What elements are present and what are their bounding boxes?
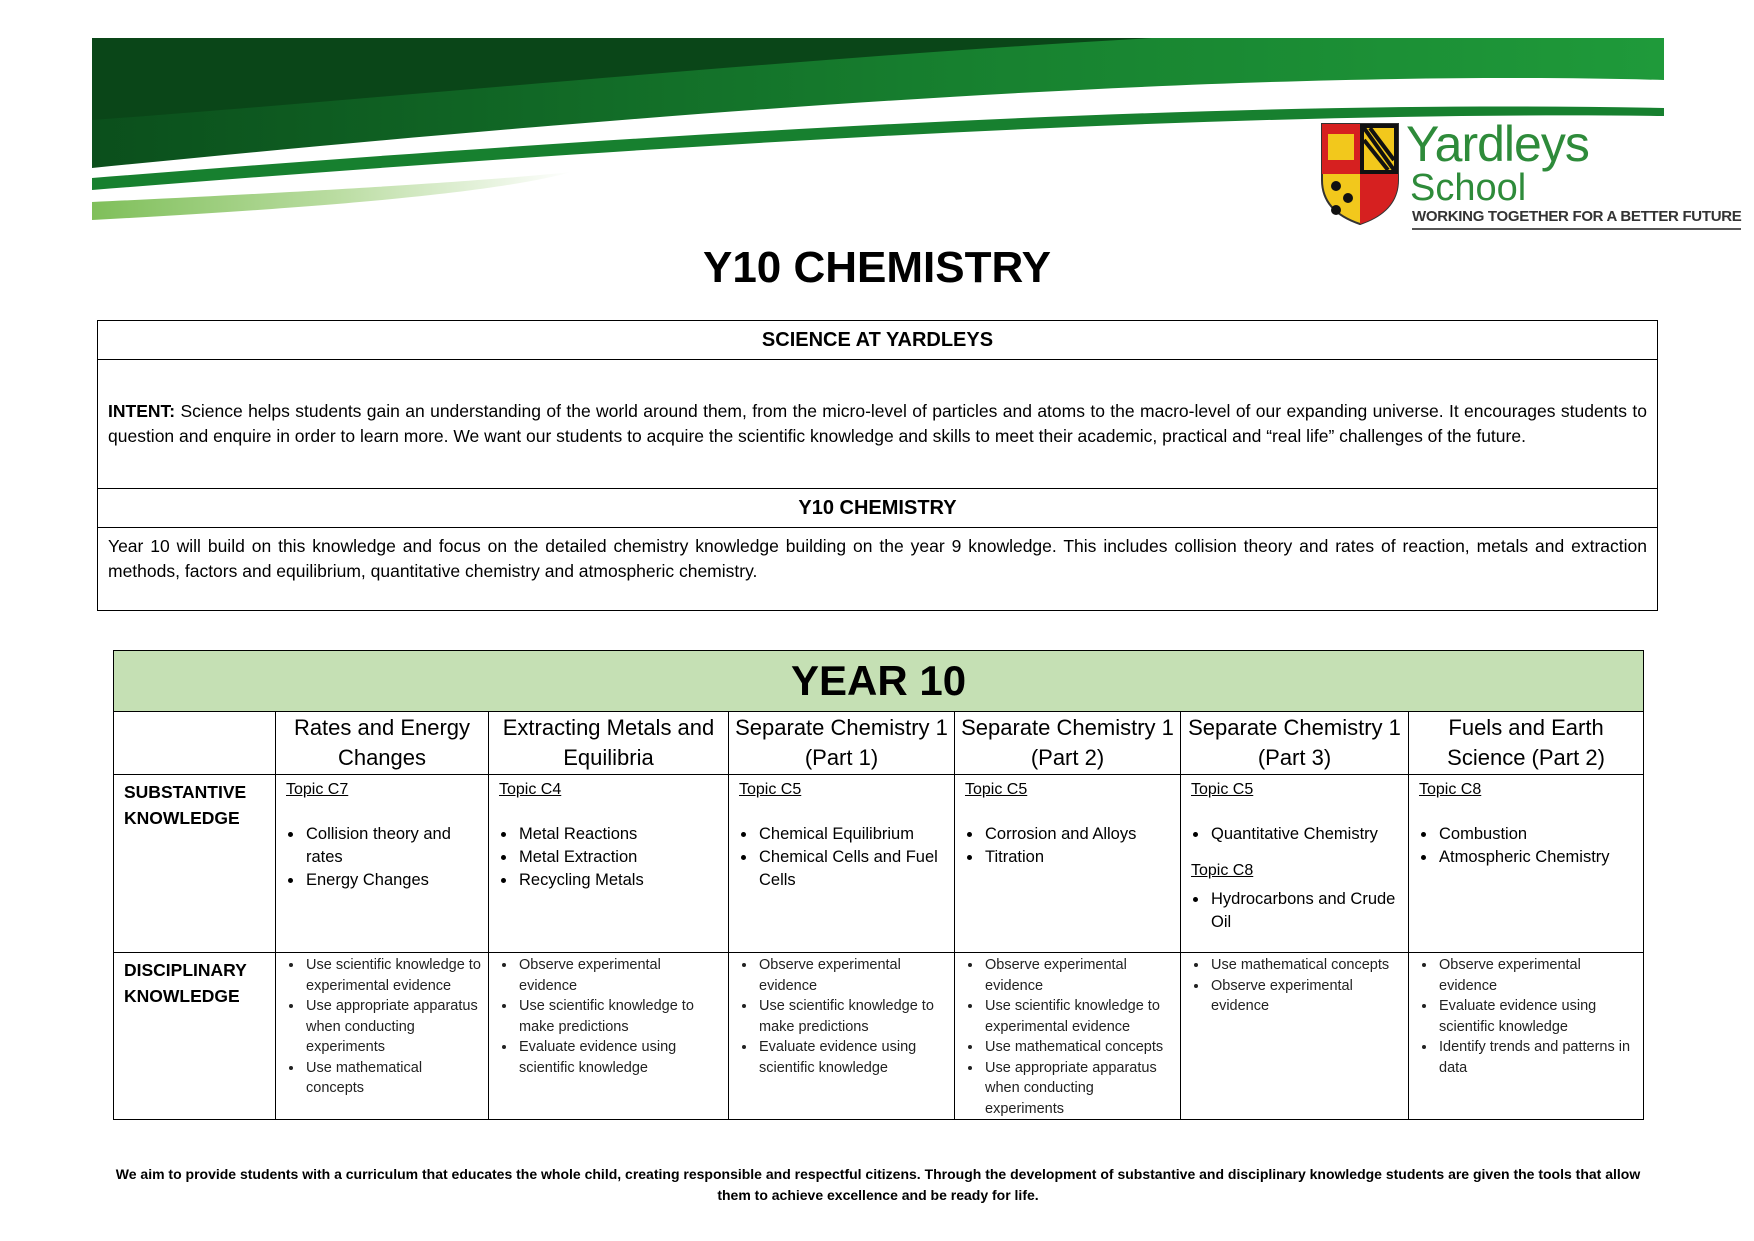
substantive-row — [114, 775, 1644, 953]
list-item: • Observe experimental evidence — [517, 955, 722, 996]
column-title: Separate Chemistry 1 (Part 2) — [955, 712, 1181, 775]
list-item: • Use scientific knowledge to experimental evidence — [983, 996, 1174, 1037]
substantive-cell — [1409, 775, 1644, 953]
list-item: • Use mathematical concepts — [983, 1037, 1174, 1058]
list-item: • Use scientific knowledge to make predictions — [757, 996, 948, 1037]
list-item: • Chemical Cells and Fuel Cells — [757, 846, 948, 892]
list-item: • Observe experimental evidence — [1209, 976, 1402, 1017]
list-item: • Energy Changes — [304, 869, 482, 892]
substantive-cell — [276, 775, 489, 953]
column-title: Rates and Energy Changes — [276, 712, 489, 775]
list-item: • Observe experimental evidence — [1437, 955, 1637, 996]
list-item: • Collision theory and rates — [304, 823, 482, 869]
page-title: Y10 CHEMISTRY — [702, 243, 1051, 292]
year-heading: YEAR 10 — [114, 651, 1644, 712]
list-item: • Titration — [983, 846, 1174, 869]
list-item: • Metal Extraction — [517, 846, 722, 869]
list-item: • Use mathematical concepts — [1209, 955, 1402, 976]
disciplinary-label: DISCIPLINARY KNOWLEDGE — [114, 953, 276, 1120]
disciplinary-cell — [1181, 953, 1409, 1120]
list-item: • Quantitative Chemistry — [1209, 823, 1402, 846]
list-item: • Evaluate evidence using scientific knowledge — [757, 1037, 948, 1078]
list-item: • Atmospheric Chemistry — [1437, 846, 1637, 869]
logo-tagline: WORKING TOGETHER FOR A BETTER FUTURE — [1412, 208, 1741, 230]
topic-label: Topic C5 — [965, 781, 1028, 798]
list-item: • Metal Reactions — [517, 823, 722, 846]
topic-label: Topic C8 — [1419, 781, 1482, 798]
disciplinary-cell — [955, 953, 1181, 1120]
topic-label: Topic C7 — [286, 781, 349, 798]
disciplinary-cell — [729, 953, 955, 1120]
list-item: • Evaluate evidence using scientific knowledge — [1437, 996, 1637, 1037]
list-item: • Observe experimental evidence — [757, 955, 948, 996]
footer-statement: We aim to provide students with a curriculum that educates the whole child, creating responsible and respectful citizens. Through the development of substantive and disciplinary knowledge students are given the tools that allow them to achieve excellence and be ready for life. — [115, 1166, 1641, 1203]
intent-label: INTENT: — [108, 401, 176, 421]
disciplinary-cell — [489, 953, 729, 1120]
substantive-cell — [729, 775, 955, 953]
year-10-table — [113, 650, 1644, 1120]
list-item: • Identify trends and patterns in data — [1437, 1037, 1637, 1078]
list-item: • Observe experimental evidence — [983, 955, 1174, 996]
school-logo — [1318, 116, 1742, 234]
topic-label: Topic C5 — [1191, 781, 1254, 798]
list-item: • Use appropriate apparatus when conducting experiments — [304, 996, 482, 1058]
list-item: • Use scientific knowledge to experimental evidence — [304, 955, 482, 996]
list-item: • Use appropriate apparatus when conducting experiments — [983, 1058, 1174, 1120]
substantive-label: SUBSTANTIVE KNOWLEDGE — [114, 775, 276, 953]
list-item: • Combustion — [1437, 823, 1637, 846]
column-title: Extracting Metals and Equilibria — [489, 712, 729, 775]
intro-table — [97, 320, 1658, 611]
science-heading: SCIENCE AT YARDLEYS — [98, 321, 1658, 360]
substantive-cell — [489, 775, 729, 953]
list-item: • Corrosion and Alloys — [983, 823, 1174, 846]
list-item: • Use scientific knowledge to make predictions — [517, 996, 722, 1037]
disciplinary-cell — [276, 953, 489, 1120]
list-item: • Chemical Equilibrium — [757, 823, 948, 846]
list-item: • Use mathematical concepts — [304, 1058, 482, 1099]
list-item: • Evaluate evidence using scientific knowledge — [517, 1037, 722, 1078]
list-item: • Recycling Metals — [517, 869, 722, 892]
topic-label: Topic C5 — [739, 781, 802, 798]
logo-name-yardleys: Yardleys — [1406, 116, 1589, 172]
disciplinary-row — [114, 953, 1644, 1120]
substantive-cell — [1181, 775, 1409, 953]
school-crest-icon — [1318, 120, 1402, 228]
intent-paragraph — [98, 360, 1658, 489]
column-title: Separate Chemistry 1 (Part 3) — [1181, 712, 1409, 775]
list-item: • Hydrocarbons and Crude Oil — [1209, 888, 1402, 934]
topic-label: Topic C8 — [1191, 862, 1254, 879]
column-title: Fuels and Earth Science (Part 2) — [1409, 712, 1644, 775]
y10-chemistry-paragraph: Year 10 will build on this knowledge and focus on the detailed chemistry knowledge building on the year 9 knowledge. This includes collision theory and rates of reaction, metals and extraction methods, factors and equilibrium, quantitative chemistry and atmospheric chemistry. — [98, 528, 1658, 611]
column-title: Separate Chemistry 1 (Part 1) — [729, 712, 955, 775]
topic-label: Topic C4 — [499, 781, 562, 798]
intent-text: Science helps students gain an understanding of the world around them, from the micro-level of particles and atoms to the macro-level of our expanding universe. It encourages students to question and enquire in order to learn more. We want our students to acquire the scientific knowledge and skills to meet their academic, practical and “real life” challenges of the future. — [108, 401, 1647, 446]
logo-name-school: School — [1410, 167, 1527, 209]
empty-corner-cell — [114, 712, 276, 775]
y10-chemistry-heading: Y10 CHEMISTRY — [98, 489, 1658, 528]
column-header-row — [114, 712, 1644, 775]
substantive-cell — [955, 775, 1181, 953]
disciplinary-cell — [1409, 953, 1644, 1120]
